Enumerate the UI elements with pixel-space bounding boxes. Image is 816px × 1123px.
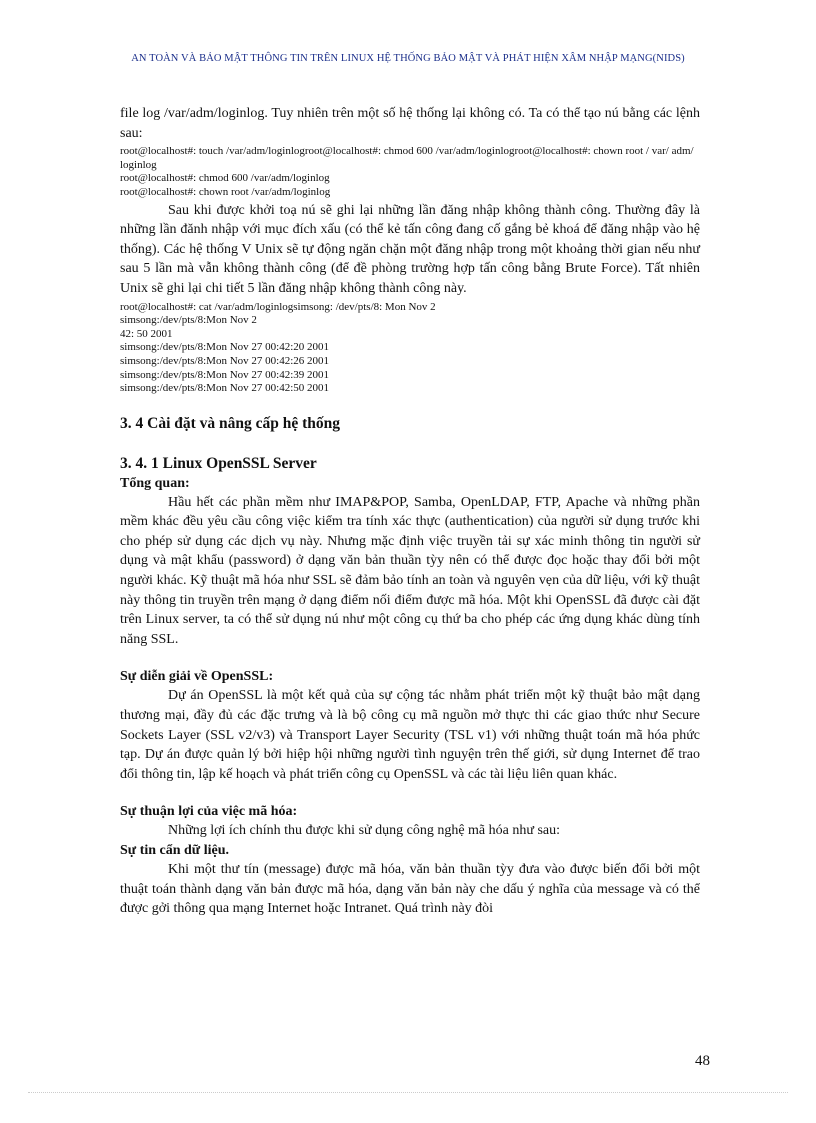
overview-paragraph: Hầu hết các phần mềm như IMAP&POP, Samba, OpenLDAP, FTP, Apache và những phần mềm khác đều yêu cầu công việc kiểm tra tính xác thực (authentication) của người sử dụng trước khi cho phép sử dụng các dịch vụ này. Nhưng mặc định việc truyền tải sự xác minh thông tin người sử dụng và mật khẩu (password) ở dạng văn bản thuần tỳy nên có thể được đọc hoặc thay đổi bởi một người khác. Kỹ thuật mã hóa như SSL sẽ đảm bảo tính an toàn và nguyên vẹn của dữ liệu, với kỹ thuật này thông tin truyền trên mạng ở dạng điểm nối điểm được mã hóa. Một khi OpenSSL đã được cài đặt trên Linux server, ta có thể sử dụng nú như một công cụ thứ ba cho phép các ứng dụng khác dùng tính năng SSL. <box>120 494 700 647</box>
log-line: simsong:/dev/pts/8:Mon Nov 27 00:42:20 2001 <box>120 341 330 354</box>
command-line: root@localhost#: chmod 600 /var/adm/loginlog <box>120 172 330 185</box>
running-header: AN TOÀN VÀ BẢO MẬT THÔNG TIN TRÊN LINUX HỆ THỐNG BẢO MẬT VÀ PHÁT HIỆN XÂM NHẬP MẠNG(NIDS) <box>131 53 685 64</box>
footer-divider <box>28 1092 788 1093</box>
command-block-2 <box>120 301 700 396</box>
log-line: root@localhost#: cat /var/adm/loginlogsimsong: /dev/pts/8: Mon Nov 2 <box>120 300 436 313</box>
log-line: simsong:/dev/pts/8:Mon Nov 2 <box>120 314 257 327</box>
explain-paragraph: Dự án OpenSSL là một kết quả của sự cộng tác nhằm phát triển một kỹ thuật bảo mật dạng thương mại, đầy đủ các đặc trưng và là bộ công cụ mã nguồn mở thực thi các giao thức như Secure Sockets Layer (SSL v2/v3) và Transport Layer Security (TSL v1) với những thuật toán mã hóa phức tạp. Dự án được quản lý bởi hiệp hội những người tình nguyện trên thế giới, sử dụng Internet để trao đổi thông tin, lập kế hoạch và phát triển công cụ OpenSSL và các tài liệu liên quan khác. <box>120 688 700 782</box>
benefit-label: Sự thuận lợi của việc mã hóa: <box>120 804 298 820</box>
benefit-paragraph: Những lợi ích chính thu được khi sử dụng công nghệ mã hóa như sau: <box>168 823 560 839</box>
log-line: simsong:/dev/pts/8:Mon Nov 27 00:42:50 2001 <box>120 382 330 395</box>
section-heading: 3. 4 Cài đặt và nâng cấp hệ thống <box>120 414 341 432</box>
intro-paragraph: file log /var/adm/loginlog. Tuy nhiên trên một số hệ thống lại không có. Ta có thể tạo nú bằng các lệnh sau: <box>120 106 700 141</box>
subsection-heading: 3. 4. 1 Linux OpenSSL Server <box>120 454 317 472</box>
command-line: root@localhost#: touch /var/adm/loginlogroot@localhost#: chmod 600 /var/adm/loginlogroot@localhost#: chown root / var/ adm/ loginlog <box>120 145 694 171</box>
failed-login-paragraph: Sau khi được khởi toạ nú sẽ ghi lại những lần đăng nhập không thành công. Thường đây là những lần đănh nhập với mục đích xấu (có thể kẻ tấn công đang cố gắng bẻ khoá để đăng nhập vào hệ thống). Các hệ thống V Unix sẽ tự động ngăn chặn một đăng nhập trong một khoảng thời gian nếu như sau 5 lần mà vẫn không thành công (để đề phòng trường hợp tấn công bằng Brute Force). Tất nhiên Unix sẽ ghi lại chi tiết 5 lần đăng nhập không thành công này. <box>120 202 700 296</box>
log-line: 42: 50 2001 <box>120 327 173 340</box>
explain-label: Sự diễn giải về OpenSSL: <box>120 669 274 685</box>
page-number: 48 <box>695 1053 710 1069</box>
command-block-1 <box>120 145 700 199</box>
log-line: simsong:/dev/pts/8:Mon Nov 27 00:42:26 2001 <box>120 354 330 367</box>
overview-label: Tổng quan: <box>120 475 190 491</box>
page-content <box>120 104 700 919</box>
command-line: root@localhost#: chown root /var/adm/loginlog <box>120 185 331 198</box>
trust-paragraph: Khi một thư tín (message) được mã hóa, văn bản thuần tỳy đưa vào được biến đổi bởi một thuật toán thành dạng văn bản được mã hóa, dạng văn bản này che dấu ý nghĩa của message và có thể được gởi thông qua mạng Internet hoặc Intranet. Quá trình này đòi <box>120 862 700 917</box>
log-line: simsong:/dev/pts/8:Mon Nov 27 00:42:39 2001 <box>120 368 330 381</box>
trust-label: Sự tin cẩn dữ liệu. <box>120 843 229 858</box>
